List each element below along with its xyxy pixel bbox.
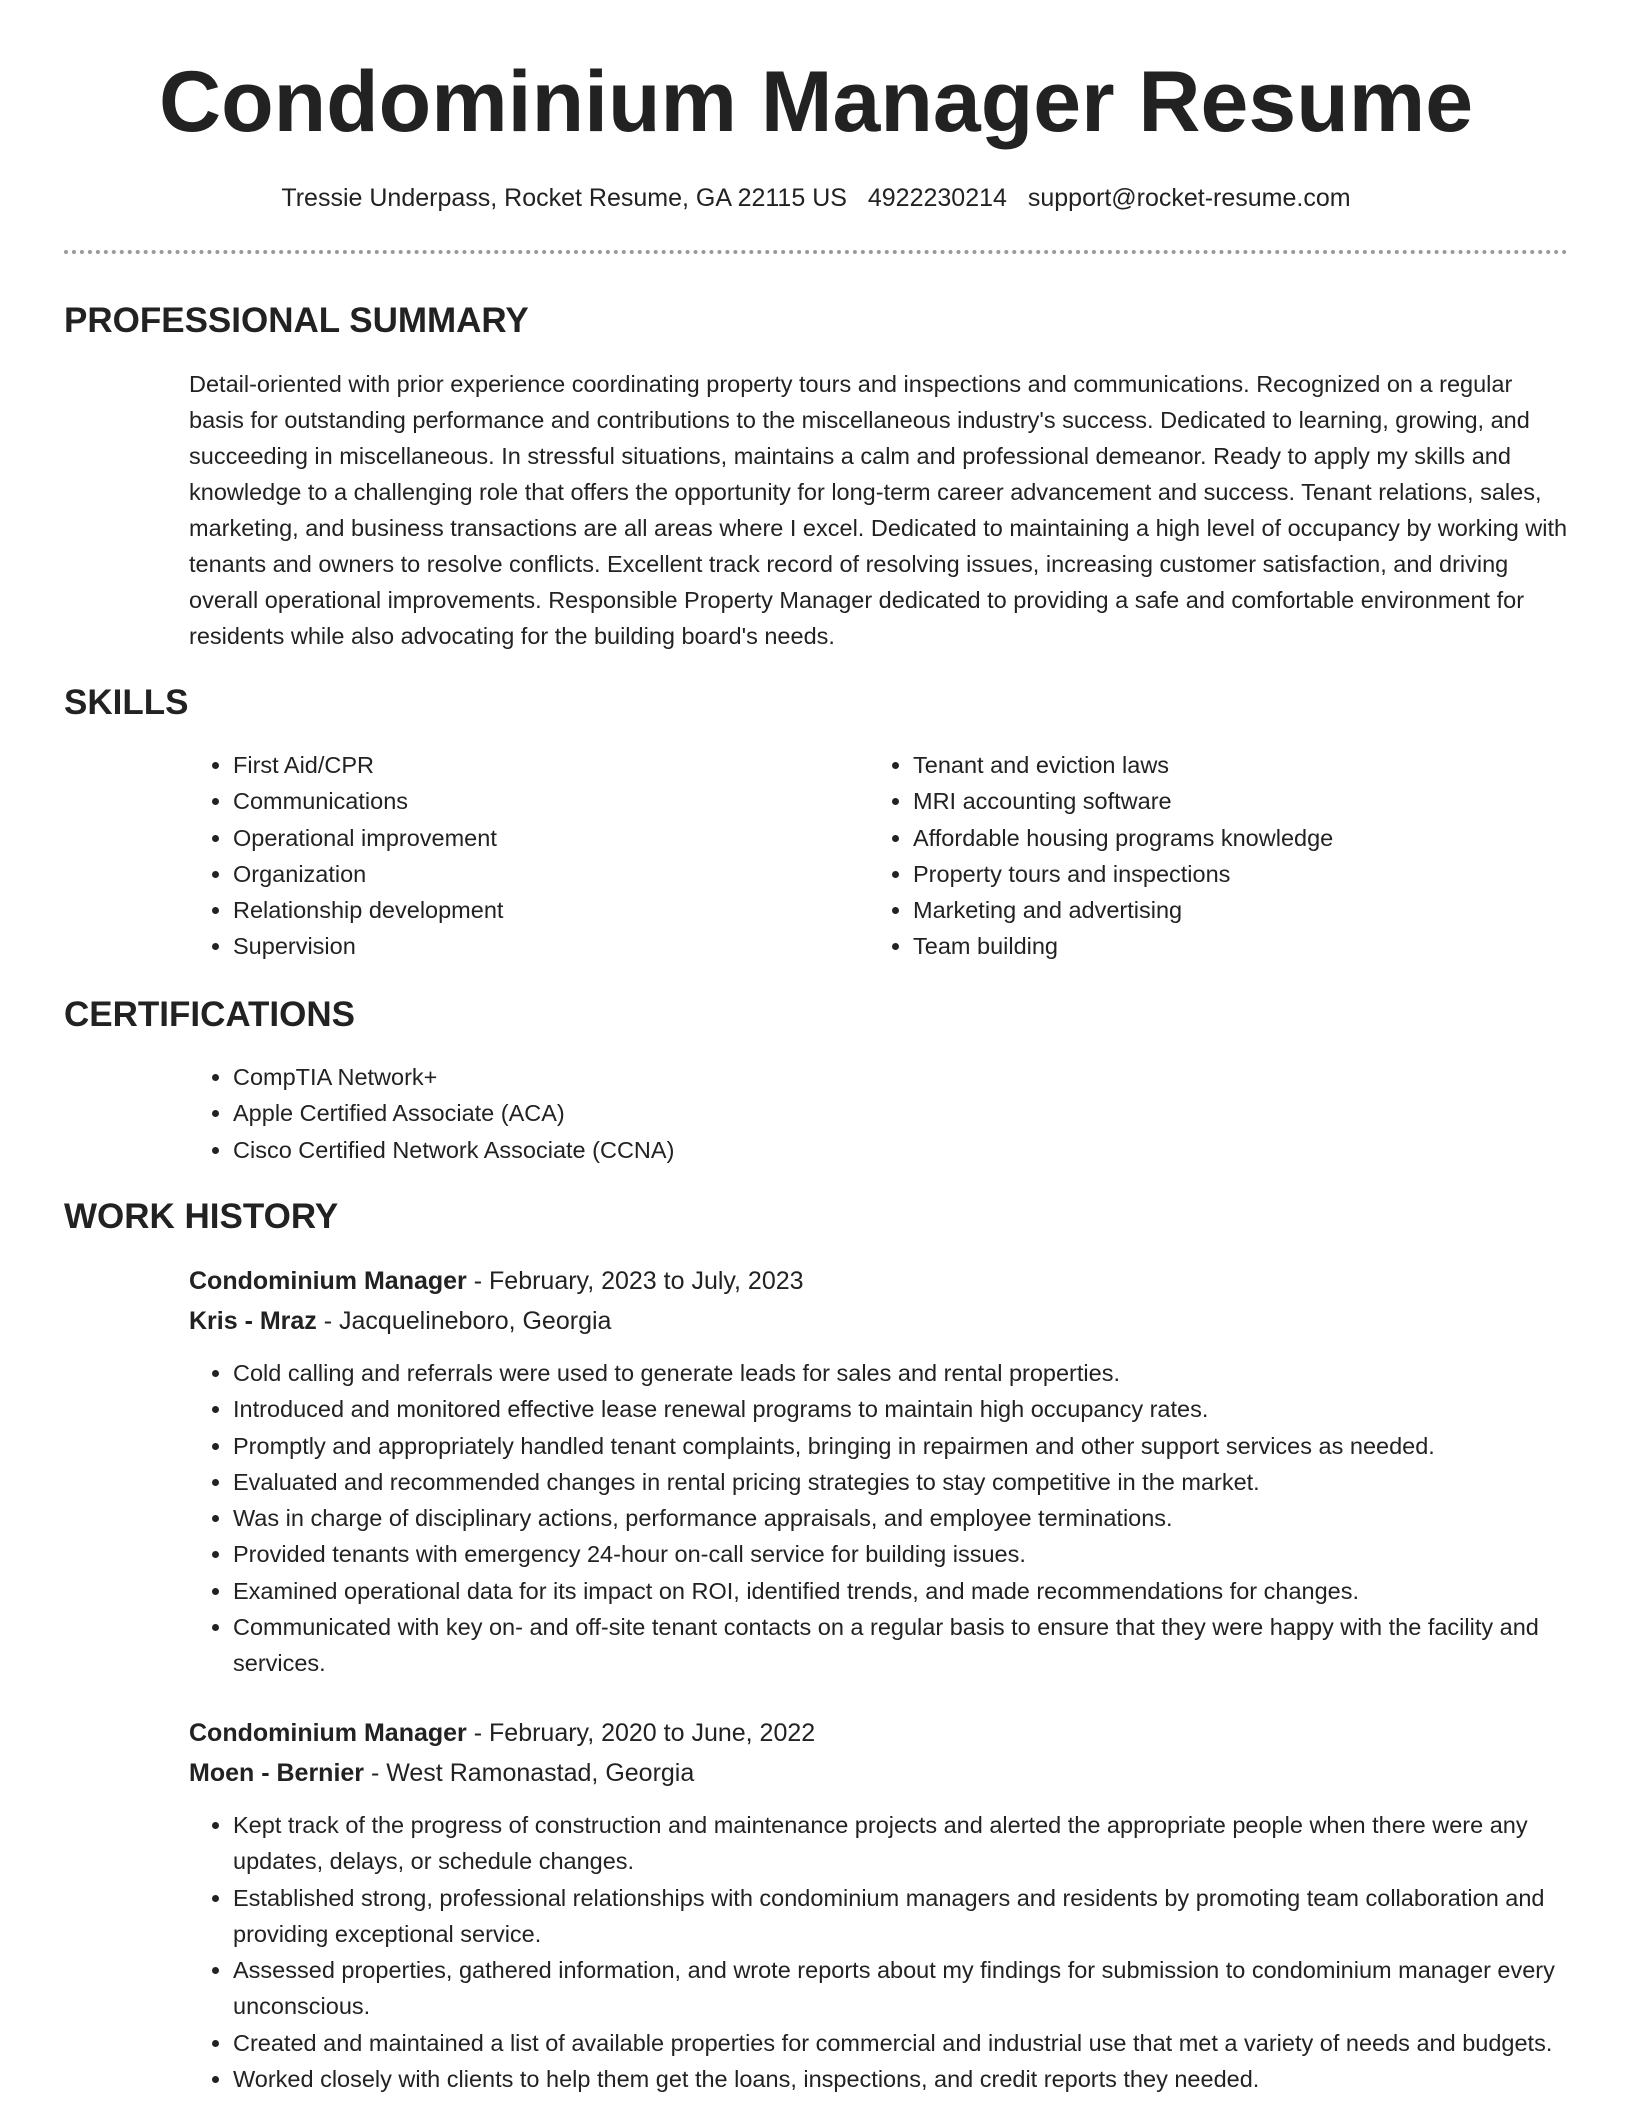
job-bullet: • Cold calling and referrals were used to generate leads for sales and rental properties. — [233, 1355, 1569, 1391]
skills-left-list — [189, 747, 789, 965]
skills-left-column — [189, 747, 789, 965]
skill-item: • Relationship development — [233, 892, 789, 928]
job-title: Condominium Manager — [189, 1267, 467, 1295]
job-bullets-wrap — [189, 1807, 1569, 2097]
certifications-list-wrap — [189, 1059, 674, 1168]
job-title-line — [189, 1261, 804, 1301]
job-title-line — [189, 1713, 815, 1753]
job-company-line — [189, 1753, 694, 1793]
contact-line — [0, 180, 1632, 216]
job-bullets — [189, 1807, 1569, 2097]
skill-item: • Supervision — [233, 928, 789, 964]
summary-text: Detail-oriented with prior experience coordinating property tours and inspections and communications. Recognized on a regular basis for outstanding performance and contributions to the miscellaneous industry's success. Dedicated to learning, growing, and succeeding in miscellaneous. In stressful situations, maintains a calm and professional demeanor. Ready to apply my skills and knowledge to a challenging role that offers the opportunity for long-term career advancement and success. Tenant relations, sales, marketing, and business transactions are all areas where I excel. Dedicated to maintaining a high level of occupancy by working with tenants and owners to resolve conflicts. Excellent track record of resolving issues, increasing customer satisfaction, and driving overall operational improvements. Responsible Property Manager dedicated to providing a safe and comfortable environment for residents while also advocating for the building board's needs. — [189, 371, 1568, 649]
skill-item: • MRI accounting software — [913, 783, 1569, 819]
contact-email: support@rocket-resume.com — [1027, 184, 1351, 212]
contact-phone: 4922230214 — [867, 184, 1007, 212]
job-bullet: • Introduced and monitored effective lease renewal programs to maintain high occupancy rates. — [233, 1391, 1569, 1427]
certification-item: • Apple Certified Associate (ACA) — [233, 1095, 674, 1131]
contact-address: Tressie Underpass, Rocket Resume, GA 22115 US — [281, 184, 847, 212]
job-bullet: • Established strong, professional relationships with condominium managers and residents by promoting team collaboration and providing exceptional service. — [233, 1880, 1569, 1953]
work-history-heading: WORK HISTORY — [64, 1197, 339, 1236]
job-bullet: • Worked closely with clients to help them get the loans, inspections, and credit reports they needed. — [233, 2061, 1569, 2097]
job-bullet: • Provided tenants with emergency 24-hour on-call service for building issues. — [233, 1536, 1569, 1572]
job-bullets — [189, 1355, 1569, 1682]
job-bullet: • Created and maintained a list of available properties for commercial and industrial use that met a variety of needs and budgets. — [233, 2025, 1569, 2061]
certification-item: • CompTIA Network+ — [233, 1059, 674, 1095]
job-bullet: • Kept track of the progress of construction and maintenance projects and alerted the appropriate people when there were any updates, delays, or schedule changes. — [233, 1807, 1569, 1880]
certifications-heading: CERTIFICATIONS — [64, 995, 356, 1034]
certifications-list — [189, 1059, 674, 1168]
skills-right-column — [869, 747, 1569, 965]
job-company-line — [189, 1301, 611, 1341]
summary-heading: PROFESSIONAL SUMMARY — [64, 301, 529, 340]
job-bullet: • Was in charge of disciplinary actions, performance appraisals, and employee terminations. — [233, 1500, 1569, 1536]
job-dates: - February, 2023 to July, 2023 — [466, 1267, 804, 1295]
skill-item: • Operational improvement — [233, 820, 789, 856]
job-company: Moen - Bernier — [189, 1759, 365, 1787]
job-bullet: • Evaluated and recommended changes in rental pricing strategies to stay competitive in the market. — [233, 1464, 1569, 1500]
skill-item: • Affordable housing programs knowledge — [913, 820, 1569, 856]
job-bullet: • Examined operational data for its impact on ROI, identified trends, and made recommendations for changes. — [233, 1573, 1569, 1609]
job-title: Condominium Manager — [189, 1719, 467, 1747]
header-divider — [64, 250, 1568, 254]
job-location: - West Ramonastad, Georgia — [364, 1759, 695, 1787]
skill-item: • Property tours and inspections — [913, 856, 1569, 892]
skills-right-list — [869, 747, 1569, 965]
skill-item: • Team building — [913, 928, 1569, 964]
skill-item: • Marketing and advertising — [913, 892, 1569, 928]
job-bullets-wrap — [189, 1355, 1569, 1682]
skill-item: • First Aid/CPR — [233, 747, 789, 783]
job-company: Kris - Mraz — [189, 1307, 317, 1335]
skill-item: • Tenant and eviction laws — [913, 747, 1569, 783]
certification-item: • Cisco Certified Network Associate (CCNA) — [233, 1132, 674, 1168]
job-bullet: • Communicated with key on- and off-site tenant contacts on a regular basis to ensure that they were happy with the facility and services. — [233, 1609, 1569, 1682]
resume-title: Condominium Manager Resume — [158, 54, 1474, 150]
job-bullet: • Promptly and appropriately handled tenant complaints, bringing in repairmen and other support services as needed. — [233, 1428, 1569, 1464]
skill-item: • Organization — [233, 856, 789, 892]
job-location: - Jacquelineboro, Georgia — [316, 1307, 612, 1335]
skills-heading: SKILLS — [64, 683, 189, 722]
job-dates: - February, 2020 to June, 2022 — [466, 1719, 816, 1747]
job-bullet: • Assessed properties, gathered information, and wrote reports about my findings for submission to condominium manager every unconscious. — [233, 1952, 1569, 2025]
skill-item: • Communications — [233, 783, 789, 819]
